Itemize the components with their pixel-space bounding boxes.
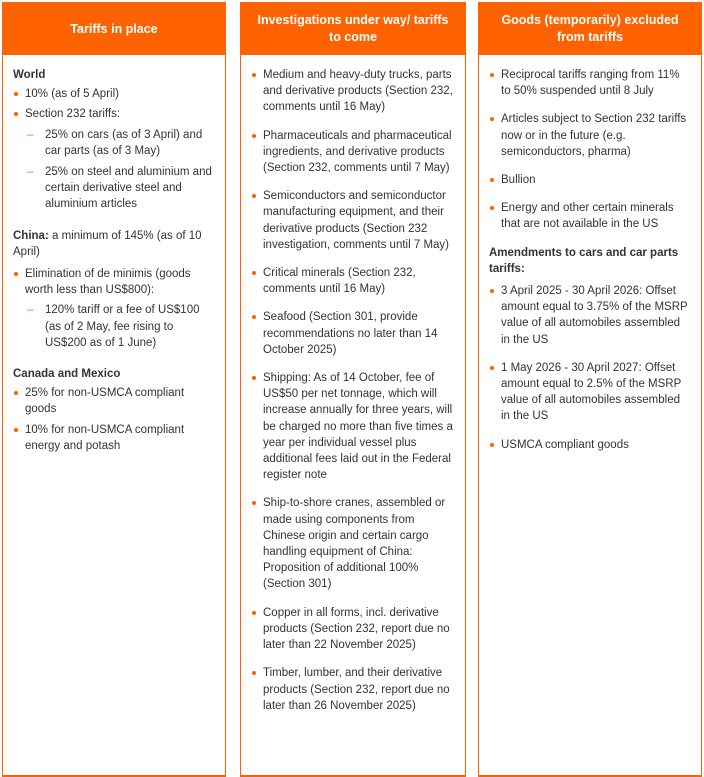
list-item: 1 May 2026 - 30 April 2027: Offset amount equal to 2.5% of the MSRP value of all automobiles assembled in the US <box>489 360 691 425</box>
list-item: Bullion <box>489 172 691 188</box>
sub-list-item: – 120% tariff or a fee of US$100 (as of 2 May, fee rising to US$200 as of 1 June) <box>13 302 215 351</box>
column-excluded <box>478 2 702 777</box>
sub-list-item: – 25% on cars (as of 3 April) and car parts (as of 3 May) <box>13 127 215 159</box>
china-text: a minimum of 145% (as of 10 April) <box>13 229 202 258</box>
list-item: Pharmaceuticals and pharmaceutical ingredients, and derivative products (Section 232, comments until 7 May) <box>251 128 455 177</box>
column-body <box>241 55 465 714</box>
list-item: Articles subject to Section 232 tariffs now or in the future (e.g. semiconductors, pharma) <box>489 111 691 160</box>
section-title-canada-mexico: Canada and Mexico <box>13 368 121 381</box>
sub-list-item: – 25% on steel and aluminium and certain derivative steel and aluminium articles <box>13 164 215 213</box>
list-item: 25% for non-USMCA compliant goods <box>13 385 215 417</box>
list-item: Elimination of de minimis (goods worth less than US$800): <box>13 266 215 298</box>
column-header: Tariffs in place <box>3 3 225 55</box>
china-paragraph <box>13 228 215 260</box>
list-item: USMCA compliant goods <box>489 437 691 453</box>
section-title-world: World <box>13 69 46 81</box>
list-item: Semiconductors and semiconductor manufacturing equipment, and their derivative products (Section 232 investigation, comments until 7 May) <box>251 188 455 253</box>
china-list <box>13 266 215 351</box>
column-investigations <box>240 2 466 777</box>
list-item: Section 232 tariffs: <box>13 106 215 122</box>
investigations-list <box>251 67 455 714</box>
list-item: Critical minerals (Section 232, comments until 16 May) <box>251 265 455 297</box>
list-item: Medium and heavy-duty trucks, parts and derivative products (Section 232, comments until 16 May) <box>251 67 455 116</box>
world-list <box>13 86 215 212</box>
section-title-china: China: <box>13 229 49 242</box>
column-header: Goods (temporarily) excluded from tariffs <box>479 3 701 55</box>
column-body <box>479 55 701 453</box>
list-item: Reciprocal tariffs ranging from 11% to 50% suspended until 8 July <box>489 67 691 99</box>
amendments-list <box>489 283 691 453</box>
list-item: Seafood (Section 301, provide recommendations no later than 14 October 2025) <box>251 309 455 358</box>
column-header: Investigations under way/ tariffs to come <box>241 3 465 55</box>
list-item: 10% (as of 5 April) <box>13 86 215 102</box>
list-item: Energy and other certain minerals that are not available in the US <box>489 200 691 232</box>
section-title-amendments: Amendments to cars and car parts tariffs: <box>489 246 679 275</box>
list-item: Timber, lumber, and their derivative products (Section 232, report due no later than 26 November 2025) <box>251 665 455 714</box>
list-item: Shipping: As of 14 October, fee of US$50 per net tonnage, which will increase annually for three years, will be charged no more than five times a year per individual vessel plus additional fees laid out in the Federal register note <box>251 370 455 483</box>
list-item: 10% for non-USMCA compliant energy and potash <box>13 422 215 454</box>
excluded-list <box>489 67 691 233</box>
list-item: Ship-to-shore cranes, assembled or made using components from Chinese origin and certain cargo handling equipment of China: Proposition of additional 100% (Section 301) <box>251 495 455 592</box>
canada-mexico-list <box>13 385 215 454</box>
list-item: 3 April 2025 - 30 April 2026: Offset amount equal to 3.75% of the MSRP value of all automobiles assembled in the US <box>489 283 691 348</box>
list-item: Copper in all forms, incl. derivative products (Section 232, report due no later than 22 November 2025) <box>251 605 455 654</box>
column-tariffs-in-place <box>2 2 226 777</box>
column-body <box>3 55 225 454</box>
